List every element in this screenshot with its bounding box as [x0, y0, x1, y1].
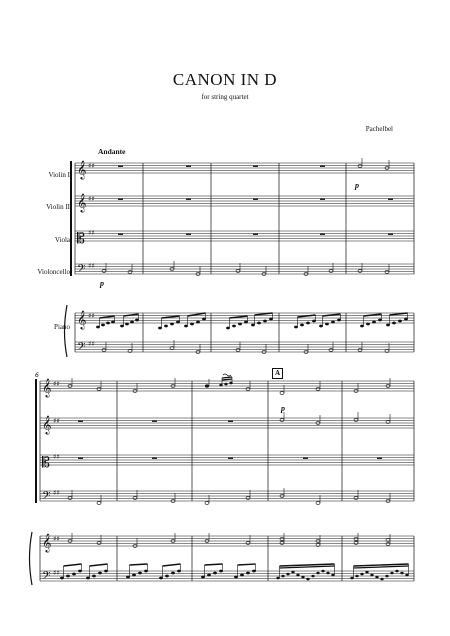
score-title: CANON IN D [172, 70, 278, 89]
staff-cello [75, 264, 414, 274]
svg-text:♯♯: ♯♯ [53, 453, 60, 461]
rehearsal-mark: A [272, 368, 283, 379]
alto-clef-icon: 𝄡 [77, 231, 85, 247]
treble-clef-icon: 𝄞 [77, 193, 87, 212]
instrument-label-viola: Viola [54, 236, 70, 244]
svg-text:♯♯: ♯♯ [88, 162, 95, 170]
score-subtitle: for string quartet [201, 93, 249, 101]
svg-text:♯♯: ♯♯ [88, 229, 95, 237]
treble-clef-icon: 𝄞 [77, 310, 87, 329]
svg-text:♯♯: ♯♯ [53, 569, 60, 577]
piano-lh-sys2-m6 [60, 564, 107, 579]
svg-text:♯♯: ♯♯ [53, 535, 60, 543]
measure-number: 6 [35, 372, 39, 379]
bass-clef-icon: 𝄢 [42, 570, 51, 585]
staff-violin2 [75, 196, 414, 206]
piano-lh-sys2-m9 [277, 564, 335, 580]
barlines-system2 [40, 381, 414, 581]
svg-text:♯♯: ♯♯ [88, 195, 95, 203]
bass-clef-icon: 𝄢 [42, 490, 51, 505]
piano-rh-m1 [96, 314, 138, 328]
tempo-marking: Andante [98, 147, 126, 156]
treble-clef-icon: 𝄞 [42, 533, 52, 552]
svg-text:♯♯: ♯♯ [53, 489, 60, 497]
dynamic-cello: p [100, 279, 104, 288]
staff-viola-sys2 [40, 455, 414, 465]
svg-text:♯♯: ♯♯ [88, 340, 95, 348]
staff-viola [75, 231, 414, 241]
svg-text:♯♯: ♯♯ [88, 312, 95, 320]
piano-rh-m4 [294, 314, 340, 328]
bass-clef-icon: 𝄢 [77, 263, 86, 278]
dynamic-violin2-sys2: p [281, 404, 285, 413]
treble-clef-icon: 𝄞 [42, 378, 52, 397]
piano-rh-m5 [360, 313, 407, 327]
instrument-label-piano: Piano [54, 323, 70, 331]
svg-text:♯♯: ♯♯ [53, 380, 60, 388]
alto-clef-icon: 𝄡 [42, 455, 50, 471]
svg-text:♯♯: ♯♯ [53, 417, 60, 425]
instrument-label-violin-1: Violin I [48, 171, 70, 179]
dynamic-violin1: p [355, 181, 359, 190]
instrument-label-violin-2: Violin II [46, 203, 70, 211]
svg-text:♯♯: ♯♯ [88, 262, 95, 270]
piano-lh-sys2-m10 [351, 564, 409, 580]
instrument-label-cello: Violoncello [37, 268, 70, 276]
bass-clef-icon: 𝄢 [77, 341, 86, 356]
staff-violin1 [75, 163, 414, 173]
staff-piano-lh [75, 342, 414, 352]
treble-clef-icon: 𝄞 [42, 415, 52, 434]
piano-lh-sys2-m7 [126, 564, 180, 579]
composer-name: Pachelbel [365, 125, 393, 133]
treble-clef-icon: 𝄞 [77, 160, 87, 179]
